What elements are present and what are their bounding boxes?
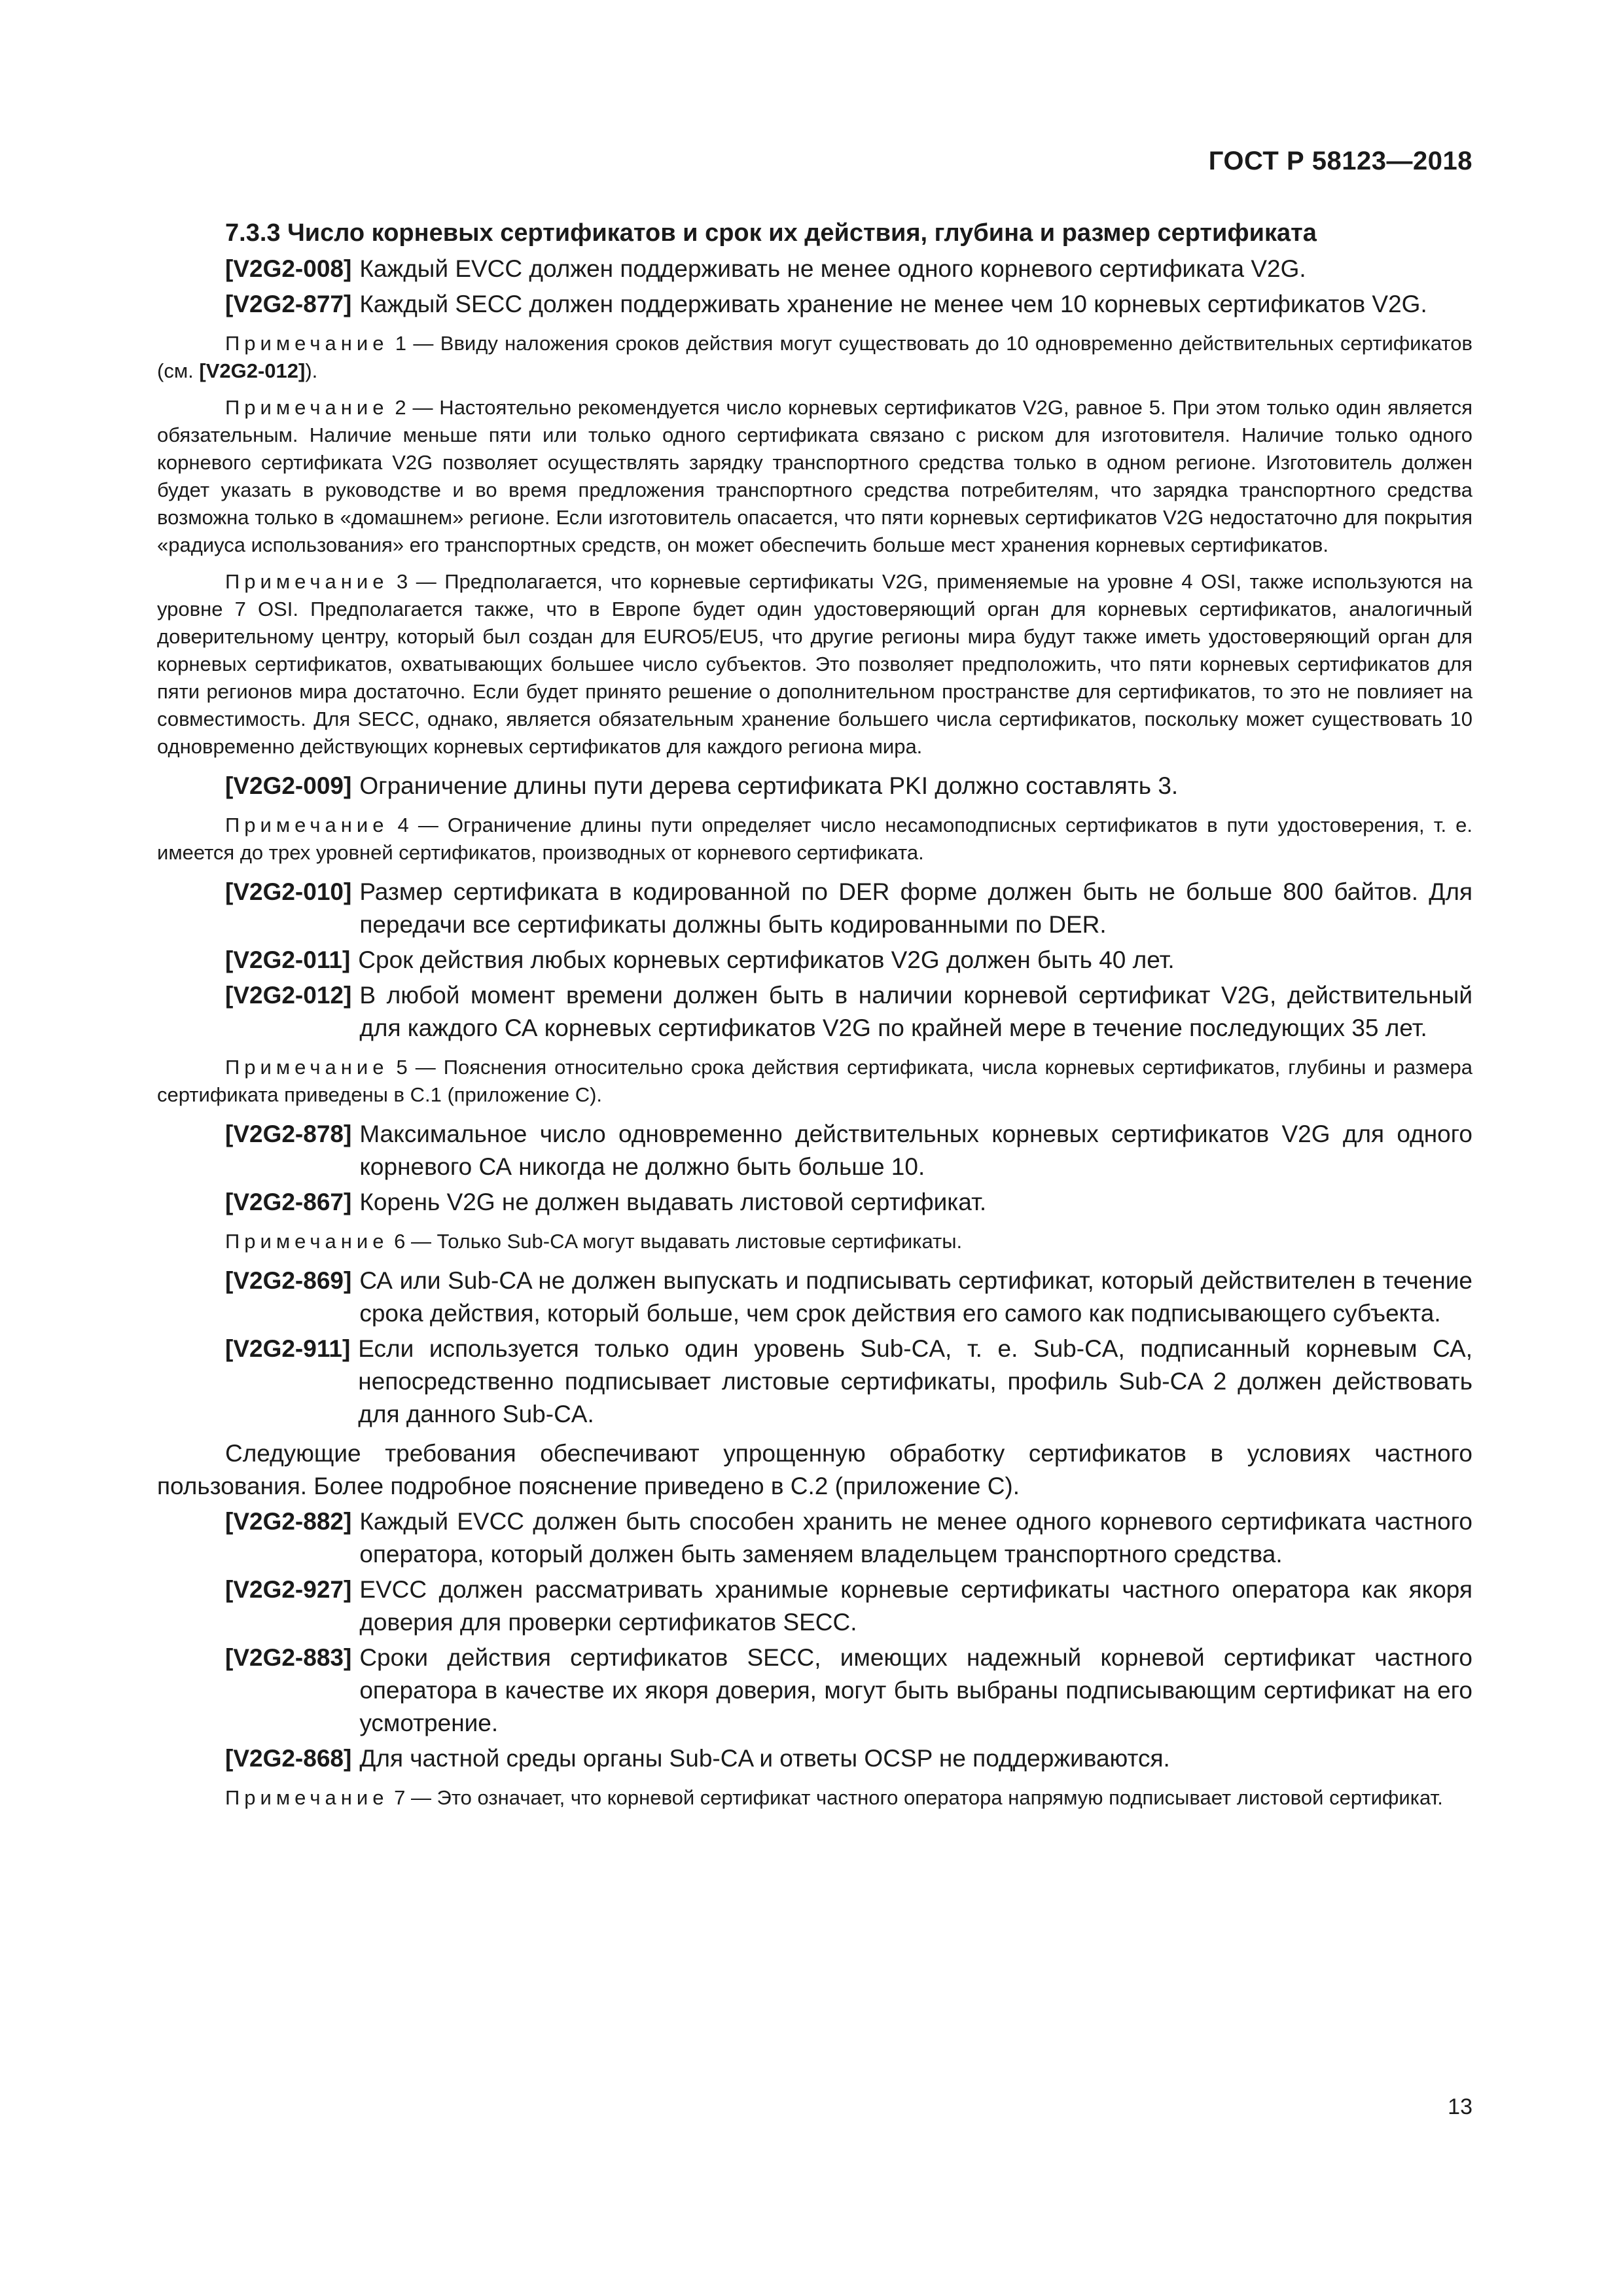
requirement-id: [V2G2-911] (225, 1335, 351, 1362)
note-4 (157, 812, 1472, 867)
note-text: — Ограничение длины пути определяет число несамоподписных сертификатов в пути удостоверения, т. е. имеется до трех уровней сертификатов, производных от корневого сертификата. (157, 814, 1472, 864)
requirement-text: Сроки действия сертификатов SECC, имеющих надежный корневой сертификат частного оператора в качестве их якоря доверия, могут быть выбраны подписывающим сертификат на его усмотрение. (359, 1644, 1472, 1736)
note-3 (157, 568, 1472, 761)
note-number: 4 (397, 814, 409, 836)
note-2 (157, 394, 1472, 559)
requirement-v2g2-882 (225, 1505, 1472, 1571)
requirement-id: [V2G2-868] (225, 1745, 352, 1772)
note-text: — Настоятельно рекомендуется число корневых сертификатов V2G, равное 5. При этом только один является обязательным. Наличие меньше пяти или только одного сертификата связано с риском для изготовителя. Наличие только одного корневого сертификата V2G позволяет осуществлять зарядку транспортного средства только в одном регионе. Изготовитель должен будет указать в руководстве и во время предложения транспортного средства потребителям, что зарядка транспортного средства возможна только в «домашнем» регионе. Если изготовитель опасается, что пяти корневых сертификатов V2G недостаточно для покрытия «радиуса использования» его транспортных средств, он может обеспечить больше мест хранения корневых сертификатов. (157, 396, 1472, 556)
requirement-text: Срок действия любых корневых сертификатов V2G должен быть 40 лет. (358, 946, 1175, 973)
note-5 (157, 1054, 1472, 1109)
requirement-id: [V2G2-867] (225, 1189, 352, 1215)
document-id: ГОСТ Р 58123—2018 (1208, 147, 1472, 175)
note-number: 2 (395, 396, 406, 419)
section-title: 7.3.3 Число корневых сертификатов и срок их действия, глубина и размер сертификата (225, 219, 1317, 247)
requirement-id: [V2G2-011] (225, 946, 351, 973)
requirement-v2g2-009 (225, 770, 1472, 802)
requirement-text: Корень V2G не должен выдавать листовой сертификат. (359, 1189, 987, 1215)
note-number: 5 (396, 1056, 408, 1079)
paragraph-private-use: Следующие требования обеспечивают упрощенную обработку сертификатов в условиях частного пользования. Более подробное пояснение приведено в С.2 (приложение С). (157, 1440, 1472, 1499)
note-7 (157, 1784, 1472, 1812)
requirement-text: Если используется только один уровень Sub-CA, т. е. Sub-CA, подписанный корневым СА, непосредственно подписывает листовые сертификаты, профиль Sub-CA 2 должен действовать для данного Sub-CA. (358, 1335, 1472, 1427)
requirement-id: [V2G2-927] (225, 1576, 352, 1603)
note-label: Примечание (225, 1786, 389, 1809)
note-number: 6 (394, 1230, 406, 1253)
requirement-text: СА или Sub-CA не должен выпускать и подписывать сертификат, который действителен в течение срока действия, который больше, чем срок действия его самого как подписывающего субъекта. (359, 1267, 1472, 1327)
note-number: 1 (395, 332, 407, 355)
note-text: — Пояснения относительно срока действия сертификата, числа корневых сертификатов, глубины и размера сертификата приведены в С.1 (приложение С). (157, 1056, 1472, 1106)
requirement-text: Ограничение длины пути дерева сертификата PKI должно составлять 3. (359, 772, 1179, 799)
requirement-id: [V2G2-878] (225, 1121, 352, 1147)
requirement-id: [V2G2-883] (225, 1644, 352, 1671)
requirement-id: [V2G2-882] (225, 1508, 352, 1535)
note-label: Примечание (225, 1230, 389, 1253)
requirement-v2g2-008 (225, 253, 1472, 285)
requirement-v2g2-011 (225, 944, 1472, 977)
note-label: Примечание (225, 332, 389, 355)
page-number: 13 (1448, 2094, 1472, 2119)
note-number: 7 (394, 1786, 406, 1809)
requirement-id: [V2G2-869] (225, 1267, 352, 1294)
requirement-text: Для частной среды органы Sub-CA и ответы OCSP не поддерживаются. (359, 1745, 1170, 1772)
requirement-text: Максимальное число одновременно действительных корневых сертификатов V2G для одного корневого СА никогда не должно быть больше 10. (359, 1121, 1472, 1180)
note-text: — Только Sub-CA могут выдавать листовые сертификаты. (410, 1230, 963, 1253)
requirement-v2g2-868 (225, 1742, 1472, 1775)
requirement-v2g2-883 (225, 1641, 1472, 1740)
requirement-text: В любой момент времени должен быть в наличии корневой сертификат V2G, действительный для каждого СА корневых сертификатов V2G по крайней мере в течение последующих 35 лет. (359, 982, 1472, 1041)
requirement-v2g2-010 (225, 876, 1472, 941)
requirement-v2g2-867 (225, 1186, 1472, 1219)
requirement-id: [V2G2-008] (225, 255, 352, 282)
note-label: Примечание (225, 1056, 389, 1079)
requirement-id: [V2G2-009] (225, 772, 352, 799)
requirement-id: [V2G2-877] (225, 291, 352, 317)
requirement-v2g2-927 (225, 1573, 1472, 1639)
requirement-id: [V2G2-012] (225, 982, 352, 1009)
note-6 (157, 1228, 1472, 1255)
requirement-v2g2-877 (225, 288, 1472, 321)
requirement-text: Размер сертификата в кодированной по DER форме должен быть не больше 800 байтов. Для передачи все сертификаты должны быть кодированными по DER. (359, 878, 1472, 938)
note-reference: [V2G2-012] (199, 359, 306, 382)
requirement-text: Каждый EVCC должен поддерживать не менее одного корневого сертификата V2G. (359, 255, 1306, 282)
note-text: — Ввиду наложения сроков действия могут существовать до 10 одновременно действительных сертификатов (см. (157, 332, 1472, 382)
note-text: — Это означает, что корневой сертификат частного оператора напрямую подписывает листовой сертификат. (410, 1786, 1443, 1809)
note-label: Примечание (225, 396, 389, 419)
note-number: 3 (396, 570, 408, 593)
requirement-v2g2-012 (225, 979, 1472, 1045)
note-1 (157, 330, 1472, 385)
document-body (157, 216, 1472, 1821)
note-label: Примечание (225, 570, 389, 593)
note-tail: ). (305, 359, 318, 382)
requirement-v2g2-869 (225, 1265, 1472, 1330)
note-text: — Предполагается, что корневые сертификаты V2G, применяемые на уровне 4 OSI, также используются на уровне 7 OSI. Предполагается также, что в Европе будет один удостоверяющий орган для корневых сертификатов, аналогичный доверительному центру, который был создан для EURO5/EU5, что другие регионы мира будут также иметь удостоверяющий орган для корневых сертификатов, охватывающих большее число субъектов. Это позволяет предположить, что пяти корневых сертификатов для пяти регионов мира достаточно. Если будет принято решение о дополнительном пространстве для сертификатов, то это не повлияет на совместимость. Для SECC, однако, является обязательным хранение большего числа сертификатов, поскольку может существовать 10 одновременно действующих корневых сертификатов для каждого региона мира. (157, 570, 1472, 758)
requirement-text: Каждый SECC должен поддерживать хранение не менее чем 10 корневых сертификатов V2G. (359, 291, 1427, 317)
requirement-id: [V2G2-010] (225, 878, 352, 905)
note-label: Примечание (225, 814, 389, 836)
requirement-text: EVCC должен рассматривать хранимые корневые сертификаты частного оператора как якоря доверия для проверки сертификатов SECC. (359, 1576, 1472, 1636)
requirement-text: Каждый EVCC должен быть способен хранить не менее одного корневого сертификата частного оператора, который должен быть заменяем владельцем транспортного средства. (359, 1508, 1472, 1568)
requirement-v2g2-878 (225, 1118, 1472, 1183)
requirement-v2g2-911 (225, 1333, 1472, 1431)
